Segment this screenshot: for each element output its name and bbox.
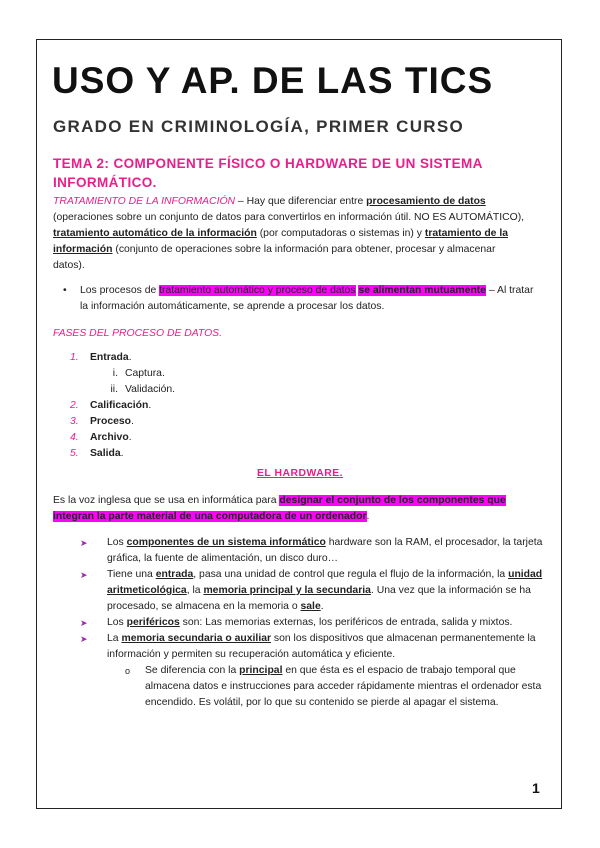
arrow-bullet-icon: ➤ — [80, 570, 88, 580]
list-item: ➤ La memoria secundaria o auxiliar son los dispositivos que almacenan permanentemente la información y permiten su recuperación automática y eficiente. o Se diferencia con la principal en que ésta es el espacio de trabajo temporal que almacena datos e instrucciones para acceder rápidamente mientras el ordenador esta encendido. Es volátil, por lo que su contenido se pierde al apagar el sistema. — [80, 631, 545, 711]
sub-list — [90, 366, 175, 398]
list-item: 2. Calificación. — [70, 400, 152, 411]
circle-bullet-icon: o — [125, 666, 131, 676]
list-item: o Se diferencia con la principal en que ésta es el espacio de trabajo temporal que almacena datos e instrucciones para acceder rápidamente mientras el ordenador esta encendido. Es volátil, por lo que su contenido se pierde al apagar el sistema. — [125, 665, 542, 708]
page-number: 1 — [532, 780, 540, 796]
fases-heading: FASES DEL PROCESO DE DATOS. — [53, 328, 222, 339]
arrow-bullet-icon: ➤ — [80, 618, 88, 628]
topic-heading: TEMA 2: COMPONENTE FÍSICO O HARDWARE DE UN SISTEMA INFORMÁTICO. — [53, 156, 483, 190]
list-item: ➤ Los componentes de un sistema informático hardware son la RAM, el procesador, la tarjeta gráfica, la fuente de alimentación, un disco duro… — [80, 537, 543, 564]
term-tratamiento-automatico: tratamiento automático de la información — [53, 228, 257, 239]
fases-list — [70, 350, 175, 462]
bullet-item: • Los procesos de tratamiento automático y proceso de datos se alimentan mutuamente – Al tratar la información automáticamente, se aprende a procesar los datos. — [63, 285, 534, 312]
term-tratamiento: tratamiento de la información — [53, 228, 509, 255]
highlight-procesos: tratamiento automático y proceso de datos — [159, 285, 356, 296]
bullet-dot-icon: • — [63, 285, 67, 296]
list-item: 4. Archivo. — [70, 432, 132, 443]
hardware-heading: EL HARDWARE. — [256, 468, 344, 479]
arrow-bullet-icon: ➤ — [80, 634, 88, 644]
list-item: i. Captura. — [112, 368, 165, 379]
intro-paragraph: TRATAMIENTO DE LA INFORMACIÓN – Hay que diferenciar entre procesamiento de datos (operaciones sobre un conjunto de datos para convertirlos en información útil. NO ES AUTOMÁTICO), tratamiento automático de la información (por computadoras o sistemas in) y tratamiento de la información (conjunto de operaciones sobre la información para obtener, procesar y almacenar datos). — [53, 196, 525, 271]
highlight-definition: designar el conjunto de los componentes que integran la parte material de una computadora de un ordenador — [53, 495, 506, 522]
hardware-list — [80, 535, 545, 711]
list-item: 1. Entrada. i. Captura. ii. Validación. — [70, 350, 175, 398]
intro-label: TRATAMIENTO DE LA INFORMACIÓN — [53, 196, 236, 207]
sub-list — [107, 663, 545, 711]
arrow-bullet-icon: ➤ — [80, 538, 88, 548]
list-item: ii. Validación. — [110, 384, 176, 395]
document-subtitle: GRADO EN CRIMINOLOGÍA, PRIMER CURSO — [53, 117, 465, 136]
list-item: ➤ Tiene una entrada, pasa una unidad de control que regula el flujo de la información, la unidad aritmeticológica, la memoria principal y la secundaria. Una vez que la información se ha procesado, se almacena en la memoria o sale. — [80, 569, 543, 612]
list-item: 5. Salida. — [70, 448, 124, 459]
highlight-mutuamente: se alimentan mutuamente — [358, 285, 487, 296]
term-procesamiento: procesamiento de datos — [366, 196, 486, 207]
document-title: USO Y AP. DE LAS TICS — [52, 60, 494, 101]
list-item: 3. Proceso. — [70, 416, 134, 427]
list-item: ➤ Los periféricos son: Las memorias externas, los periféricos de entrada, salida y mixtos. — [80, 615, 545, 631]
hardware-definition: Es la voz inglesa que se usa en informática para designar el conjunto de los componentes que integran la parte material de una computadora de un ordenador. — [53, 495, 506, 522]
